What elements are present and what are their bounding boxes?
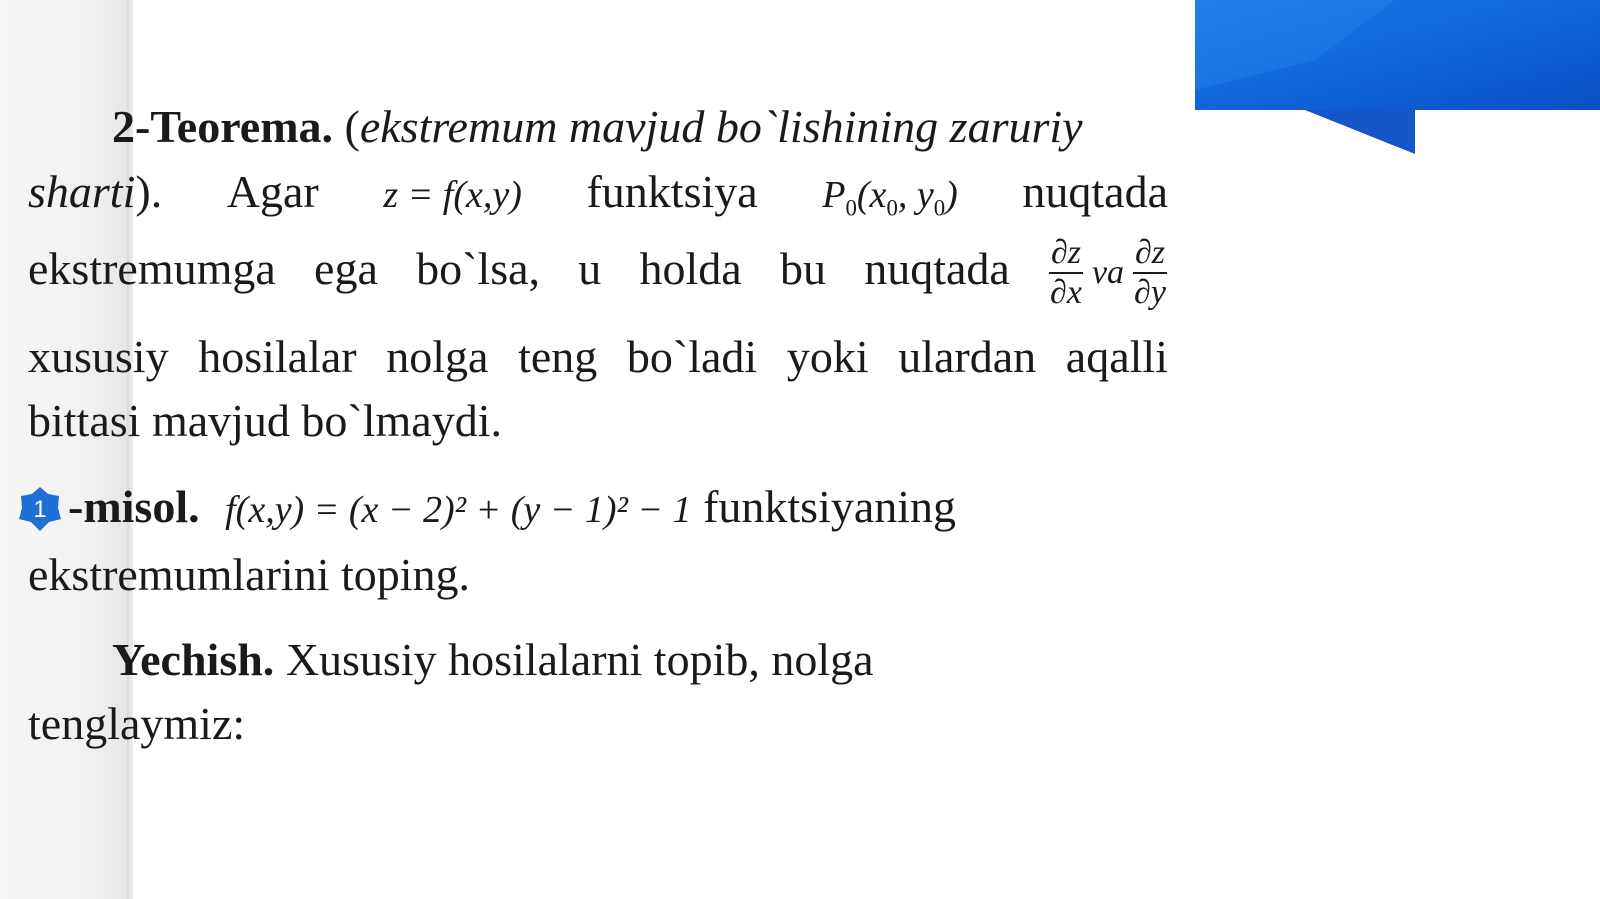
point-p0: $P_0(x_0$, $y_0$) xyxy=(822,174,958,221)
theorem-condition: ekstremum mavjud bo`lishining zaruriy xyxy=(359,101,1083,152)
theorem-label: 2-Teorema. xyxy=(112,101,334,152)
example-task: ekstremumlarini toping. xyxy=(28,549,471,600)
solution-continuation: tenglaymiz: xyxy=(28,698,246,749)
formula-z: z = f(x,y) xyxy=(383,174,522,216)
partial-derivatives: $\frac{\partial z}{\partial x}$ va $\frac{\partial z}{\partial y}$ xyxy=(1050,234,1166,311)
example-formula: f(x,y) = (x − 2)² + (y − 1)² − 1 xyxy=(225,489,692,531)
comment-marker-number: 1 xyxy=(33,496,47,523)
example-label: -misol. xyxy=(68,481,200,532)
solution-label: Yechish. xyxy=(112,634,275,685)
theorem-last-line: bittasi mavjud bo`lmaydi. xyxy=(28,395,502,446)
corner-decoration xyxy=(1195,0,1600,154)
fraction-dz-dy: $\frac{\partial z}{\partial y}$ xyxy=(1134,234,1166,311)
fraction-dz-dx: $\frac{\partial z}{\partial x}$ xyxy=(1050,234,1082,311)
theorem-condition-end: sharti xyxy=(28,166,136,217)
